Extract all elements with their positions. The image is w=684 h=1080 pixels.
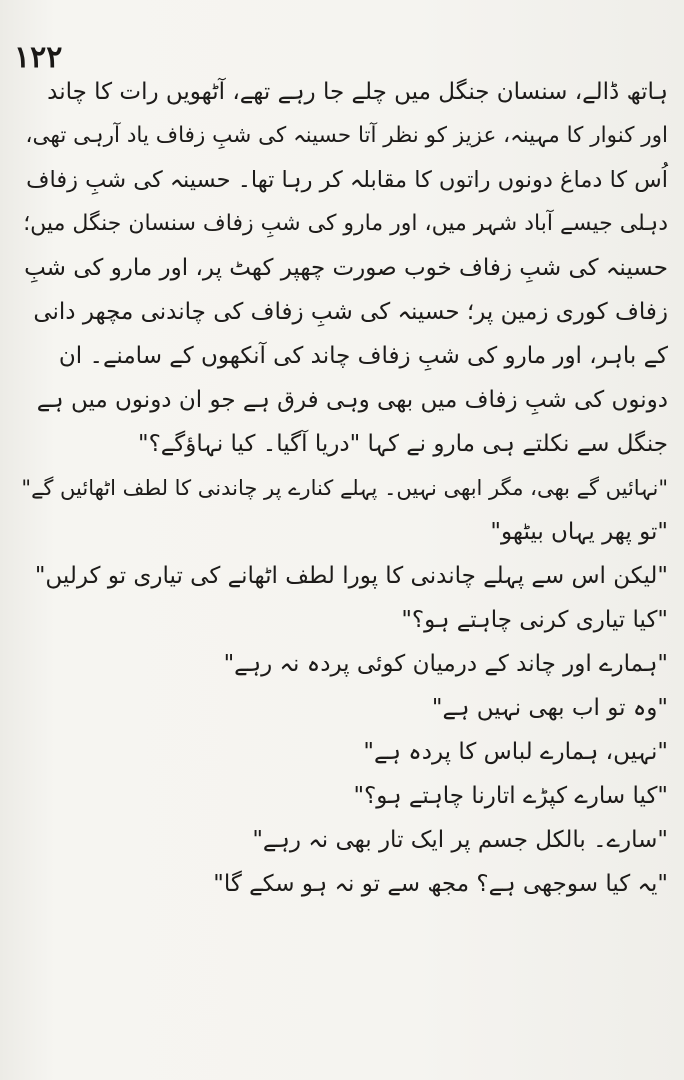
- text-line: "نہیں، ہمارے لباس کا پردہ ہے": [363, 739, 668, 765]
- text-line: دہلی جیسے آباد شہر میں، اور مارو کی شبِ زفاف سنسان جنگل میں؛: [23, 211, 668, 236]
- text-line: "نہائیں گے بھی، مگر ابھی نہیں۔ پہلے کنارے پر چاندنی کا لطف اٹھائیں گے": [21, 476, 668, 500]
- text-line: اور کنوار کا مہینہ، عزیز کو نظر آتا حسینہ کی شبِ زفاف یاد آرہی تھی،: [25, 123, 668, 148]
- text-line: دونوں کی شبِ زفاف میں بھی وہی فرق ہے جو ان دونوں میں ہے: [36, 387, 668, 413]
- text-line: "کیا تیاری کرنی چاہتے ہو؟": [401, 607, 668, 633]
- text-line: حسینہ کی شبِ زفاف خوب صورت چھپر کھٹ پر، اور مارو کی شبِ: [24, 255, 668, 281]
- text-line: "ہمارے اور چاند کے درمیان کوئی پردہ نہ رہے": [223, 651, 668, 677]
- text-line: "یہ کیا سوجھی ہے؟ مجھ سے تو نہ ہو سکے گا": [213, 871, 668, 897]
- text-line: جنگل سے نکلتے ہی مارو نے کہا "دریا آگیا۔ کیا نہاؤگے؟": [138, 431, 668, 457]
- text-line: "تو پھر یہاں بیٹھو": [490, 519, 668, 545]
- text-line: "وہ تو اب بھی نہیں ہے": [431, 695, 668, 721]
- text-line: "سارے۔ بالکل جسم پر ایک تار بھی نہ رہے": [252, 827, 668, 853]
- page-number: ۱۲۲: [14, 40, 63, 75]
- text-line: اُس کا دماغ دونوں راتوں کا مقابلہ کر رہا تھا۔ حسینہ کی شبِ زفاف: [26, 167, 668, 193]
- text-line: ہاتھ ڈالے، سنسان جنگل میں چلے جا رہے تھے، آٹھویں رات کا چاند: [47, 79, 668, 105]
- text-line: "لیکن اس سے پہلے چاندنی کا پورا لطف اٹھانے کی تیاری تو کرلیں": [34, 563, 668, 589]
- text-line: زفاف کوری زمین پر؛ حسینہ کی شبِ زفاف کی چاندنی مچھر دانی: [33, 299, 668, 325]
- text-line: کے باہر، اور مارو کی شبِ زفاف چاند کی آنکھوں کے سامنے۔ ان: [58, 343, 668, 369]
- text-line: "کیا سارے کپڑے اتارنا چاہتے ہو؟": [353, 783, 668, 809]
